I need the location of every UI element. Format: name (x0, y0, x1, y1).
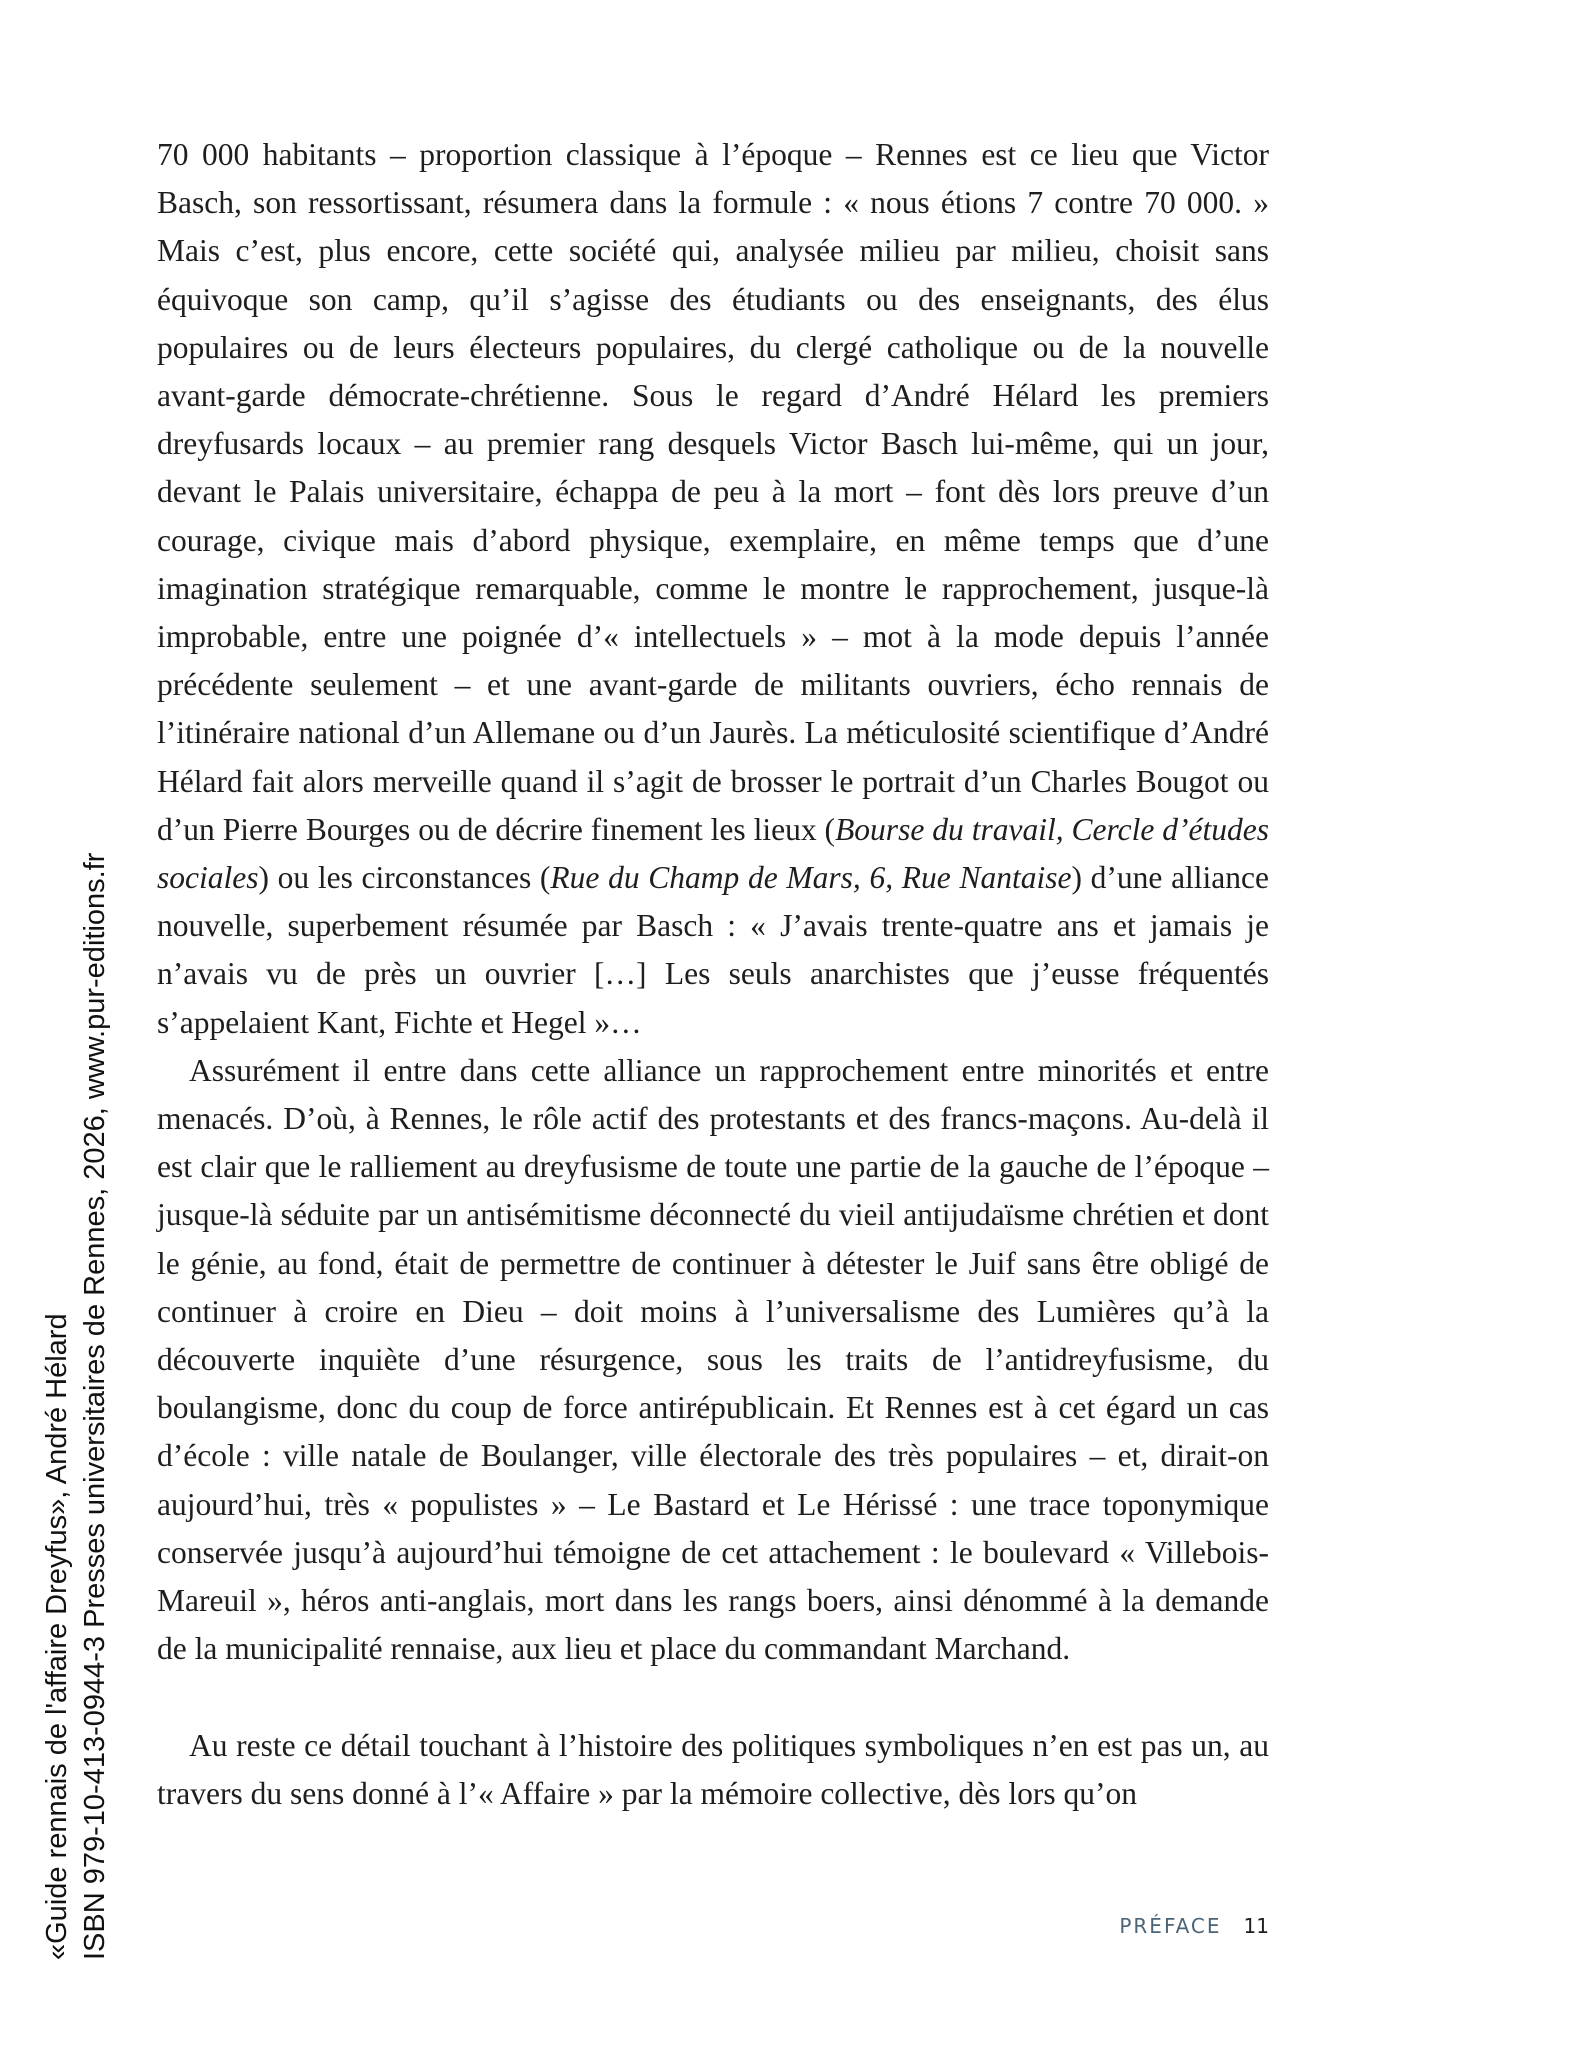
paragraph-2: Assurément il entre dans cette alliance un rapprochement entre minorités et entre menacés. D’où, à Rennes, le rôle actif des protestants et des francs-maçons. Au-delà il est clair que le ralliement au dreyfusisme de toute une partie de la gauche de l’époque – jusque-là séduite par un antisémitisme déconnecté du vieil antijudaïsme chrétien et dont le génie, au fond, était de permettre de continuer à détester le Juif sans être obligé de continuer à croire en Dieu – doit moins à l’universalisme des Lumières qu’à la découverte inquiète d’une résurgence, sous les traits de l’antidreyfusisme, du boulangisme, donc du coup de force antirépublicain. Et Rennes est à cet égard un cas d’école : ville natale de Boulanger, ville électorale des très populaires – et, dirait-on aujourd’hui, très « populistes » – Le Bastard et Le Hérissé : une trace toponymique conservée jusqu’à aujourd’hui témoigne de cet attachement : le boulevard « Villebois-Mareuil », héros anti-anglais, mort dans les rangs boers, ainsi dénommé à la demande de la municipalité rennaise, aux lieu et place du commandant Marchand. (157, 1052, 1269, 1667)
paragraph-1 (157, 131, 1269, 1047)
sidebar-isbn-line: ISBN 979-10-413-0944-3 Presses universitaires de Rennes, 2026, www.pur-editions.fr (79, 852, 111, 1960)
paragraph-1-start: 70 000 habitants – proportion classique à l’époque – Rennes est ce lieu que Victor Basch, son ressortissant, résumera dans la formule : « nous étions 7 contre 70 000. » Mais c’est, plus encore, cette société qui, analysée milieu par milieu, choisit sans équivoque son camp, qu’il s’agisse des étudiants ou des enseignants, des élus populaires ou de leurs électeurs populaires, du clergé catholique ou de la nouvelle avant-garde démocrate-chrétienne. Sous le regard d’André Hélard les premiers dreyfusards locaux – au premier rang desquels Victor Basch lui-même, qui un jour, devant le Palais universitaire, échappa de peu à la mort – font dès lors preuve d’un courage, civique mais d’abord physique, exemplaire, en même temps que d’une imagination stratégique remarquable, comme le montre le rapprochement, jusque-là improbable, entre une poignée d’« intellectuels » – mot à la mode depuis l’année précédente seulement – et une avant-garde de militants ouvriers, écho rennais de l’itinéraire national d’un Allemane ou d’un Jaurès. La méticulosité scientifique d’André Hélard fait alors merveille quand il s’agit de brosser le portrait d’un Charles Bougot ou d’un Pierre Bourges ou de décrire finement les lieux ( (157, 137, 1269, 847)
footer-section-label: PRÉFACE (1119, 1914, 1222, 1938)
paragraph-1-italic-addresses: Rue du Champ de Mars, 6, Rue Nantaise (550, 860, 1072, 896)
copyright-sidebar (38, 852, 114, 1960)
paragraph-1-italic-places: Bourse du travail, Cercle d’études sociales (157, 811, 1270, 896)
paragraph-1-end: ) d’une alliance nouvelle, superbement résumée par Basch : « J’avais trente-quatre ans et jamais je n’avais vu de près un ouvrier […] Les seuls anarchistes que j’eusse fréquentés s’appelaient Kant, Fichte et Hegel »… (157, 860, 1269, 1040)
sidebar-title-line: «Guide rennais de l'affaire Dreyfus», André Hélard (41, 1313, 73, 1960)
running-footer (1119, 1914, 1269, 1938)
page-number: 11 (1243, 1914, 1269, 1938)
paragraph-1-middle: ) ou les circonstances ( (258, 860, 551, 896)
body-text (157, 131, 1269, 1818)
paragraph-3: Au reste ce détail touchant à l’histoire des politiques symboliques n’en est pas un, au travers du sens donné à l’« Affaire » par la mémoire collective, dès lors qu’on (157, 1727, 1269, 1811)
